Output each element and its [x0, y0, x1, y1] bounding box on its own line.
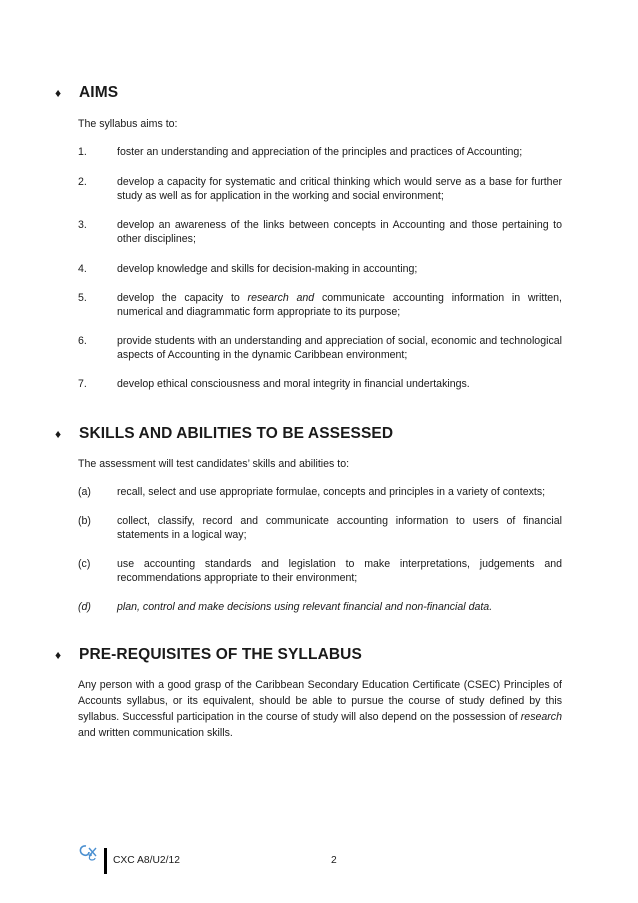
aims-item	[78, 291, 562, 319]
aims-item	[78, 377, 562, 391]
item-number: 2.	[78, 176, 87, 188]
diamond-bullet-icon: ♦	[55, 86, 62, 100]
page-number: 2	[331, 855, 337, 866]
diamond-bullet-icon: ♦	[55, 648, 62, 662]
prereq-paragraph	[78, 677, 562, 741]
skills-item	[78, 557, 562, 585]
item-text-part: communicate accounting information in written, numerical and diagrammatic form appropriate to its purpose;	[117, 292, 562, 318]
item-number: 3.	[78, 219, 87, 231]
prereq-text-part: Any person with a good grasp of the Caribbean Secondary Education Certificate (CSEC) Principles of Accounts syllabus, or its equivalent, should be able to pursue the course of study defined by this syllabus. Successful participation in the course of study will also depend on the possession of	[78, 679, 562, 723]
diamond-bullet-icon: ♦	[55, 427, 62, 441]
prereq-heading	[55, 646, 362, 664]
item-number: (d)	[78, 601, 91, 613]
item-text: develop knowledge and skills for decision-making in accounting;	[117, 263, 418, 275]
item-number: (b)	[78, 515, 91, 527]
item-text: foster an understanding and appreciation of the principles and practices of Accounting;	[117, 146, 523, 158]
item-number: 4.	[78, 263, 87, 275]
item-number: 1.	[78, 146, 87, 158]
skills-item	[78, 514, 562, 542]
aims-item	[78, 334, 562, 362]
item-number: (a)	[78, 486, 91, 498]
item-number: 6.	[78, 335, 87, 347]
aims-item	[78, 175, 562, 203]
item-text: provide students with an understanding and appreciation of social, economic and technological aspects of Accounting in the dynamic Caribbean environment;	[117, 335, 562, 361]
item-text: use accounting standards and legislation to make interpretations, judgements and recommendations appropriate to their environment;	[117, 558, 562, 584]
aims-item	[78, 262, 562, 276]
skills-intro: The assessment will test candidates’ skills and abilities to:	[78, 458, 350, 470]
footer-document-code: CXC A8/U2/12	[113, 855, 180, 866]
aims-intro: The syllabus aims to:	[78, 118, 178, 130]
item-text: develop a capacity for systematic and critical thinking which would serve as a base for further study as well as for application in the working and social environment;	[117, 176, 562, 202]
item-number: 7.	[78, 378, 87, 390]
cxc-logo-icon	[77, 843, 99, 861]
skills-item	[78, 600, 562, 614]
skills-heading	[55, 425, 393, 443]
item-text: plan, control and make decisions using relevant financial and non-financial data.	[117, 601, 493, 613]
item-text	[117, 291, 562, 319]
item-number: (c)	[78, 558, 91, 570]
item-text-emphasis: research and	[247, 292, 315, 304]
item-text: recall, select and use appropriate formulae, concepts and principles in a variety of contexts;	[117, 486, 546, 498]
item-number: 5.	[78, 292, 87, 304]
item-text: develop an awareness of the links between concepts in Accounting and those pertaining to other disciplines;	[117, 219, 562, 245]
aims-heading	[55, 84, 118, 102]
prereq-title: PRE-REQUISITES OF THE SYLLABUS	[79, 646, 362, 663]
prereq-text-emphasis: research	[520, 711, 562, 723]
skills-item	[78, 485, 562, 499]
aims-item	[78, 218, 562, 246]
aims-item	[78, 145, 562, 159]
aims-title: AIMS	[79, 84, 119, 101]
item-text: develop ethical consciousness and moral integrity in financial undertakings.	[117, 378, 470, 390]
footer-divider	[104, 848, 107, 874]
item-text: collect, classify, record and communicate accounting information to users of financial statements in a logical way;	[117, 515, 562, 541]
skills-title: SKILLS AND ABILITIES TO BE ASSESSED	[79, 425, 394, 442]
item-text-part: develop the capacity to	[117, 292, 248, 304]
prereq-text-part: and written communication skills.	[78, 727, 233, 739]
